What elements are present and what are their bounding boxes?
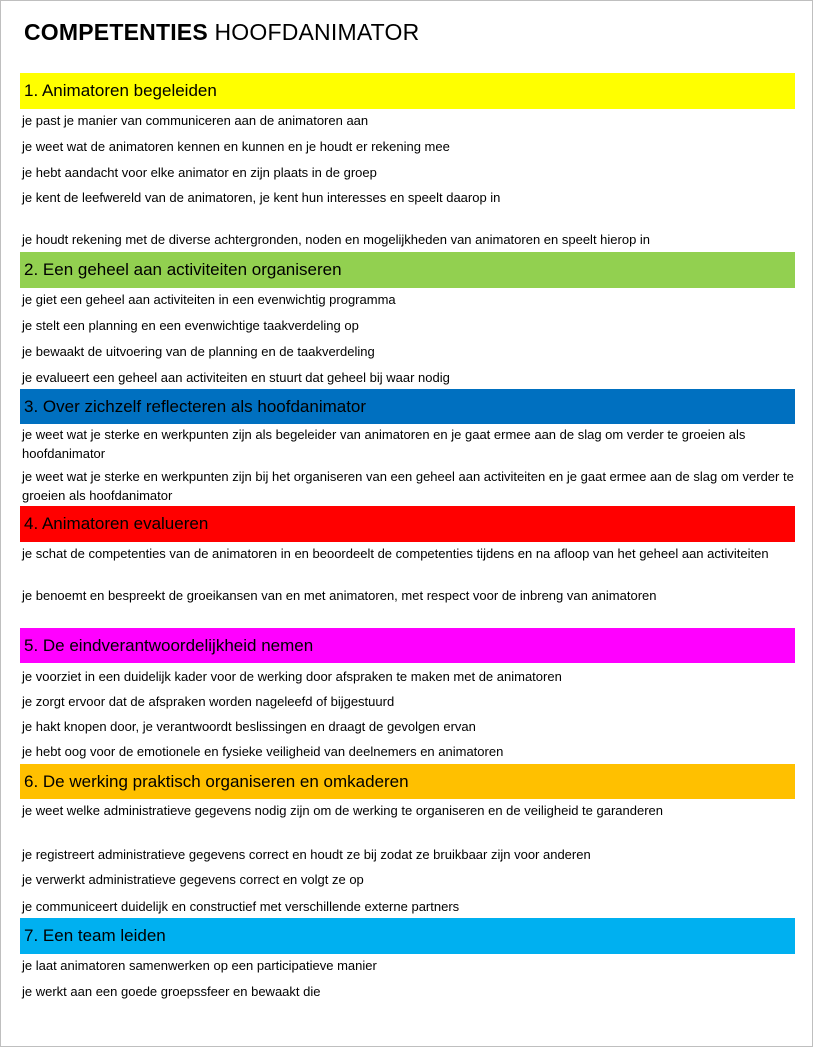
competency-item: je giet een geheel aan activiteiten in een evenwichtig programma bbox=[22, 292, 396, 307]
competency-item: je kent de leefwereld van de animatoren, je kent hun interesses en speelt daarop in bbox=[22, 190, 501, 205]
competency-item: je registreert administratieve gegevens correct en houdt ze bij zodat ze bruikbaar zijn voor anderen bbox=[22, 847, 591, 862]
competency-item: je schat de competenties van de animatoren in en beoordeelt de competenties tijdens en na afloop van het geheel aan activiteiten bbox=[22, 546, 769, 561]
competency-item: je voorziet in een duidelijk kader voor de werking door afspraken te maken met de animatoren bbox=[22, 669, 562, 684]
competency-item: je hakt knopen door, je verantwoordt beslissingen en draagt de gevolgen ervan bbox=[22, 719, 476, 734]
section-heading-7: 7. Een team leiden bbox=[20, 918, 795, 954]
section-heading-3: 3. Over zichzelf reflecteren als hoofdanimator bbox=[20, 389, 795, 424]
competency-item: je verwerkt administratieve gegevens correct en volgt ze op bbox=[22, 872, 364, 887]
competency-item: je hebt aandacht voor elke animator en zijn plaats in de groep bbox=[22, 165, 377, 180]
competency-item: je weet wat de animatoren kennen en kunnen en je houdt er rekening mee bbox=[22, 139, 450, 154]
competency-item: je weet wat je sterke en werkpunten zijn als begeleider van animatoren en je gaat ermee aan de slag om verder te groeien als hoofdanimator bbox=[22, 427, 746, 461]
competency-item: je zorgt ervoor dat de afspraken worden nageleefd of bijgestuurd bbox=[22, 694, 395, 709]
competency-item: je evalueert een geheel aan activiteiten en stuurt dat geheel bij waar nodig bbox=[22, 370, 450, 385]
competency-item: je stelt een planning en een evenwichtige taakverdeling op bbox=[22, 318, 359, 333]
competency-item: je laat animatoren samenwerken op een participatieve manier bbox=[22, 958, 377, 973]
section-heading-6: 6. De werking praktisch organiseren en omkaderen bbox=[20, 764, 795, 799]
competency-item: je benoemt en bespreekt de groeikansen van en met animatoren, met respect voor de inbreng van animatoren bbox=[22, 588, 657, 603]
page-title bbox=[24, 19, 419, 46]
competency-item: je houdt rekening met de diverse achtergronden, noden en mogelijkheden van animatoren en speelt hierop in bbox=[22, 232, 651, 247]
competency-item: je weet welke administratieve gegevens nodig zijn om de werking te organiseren en de veiligheid te garanderen bbox=[22, 803, 663, 818]
competency-item: je bewaakt de uitvoering van de planning en de taakverdeling bbox=[22, 344, 375, 359]
competency-item: je hebt oog voor de emotionele en fysieke veiligheid van deelnemers en animatoren bbox=[22, 744, 504, 759]
competency-item: je werkt aan een goede groepssfeer en bewaakt die bbox=[22, 984, 321, 999]
title-rest: HOOFDANIMATOR bbox=[207, 19, 420, 45]
competency-item: je weet wat je sterke en werkpunten zijn bij het organiseren van een geheel aan activiteiten en je gaat ermee aan de slag om verder te groeien als hoofdanimator bbox=[22, 469, 794, 503]
competency-item: je communiceert duidelijk en constructief met verschillende externe partners bbox=[22, 899, 460, 914]
competency-item: je past je manier van communiceren aan de animatoren aan bbox=[22, 113, 369, 128]
section-heading-5: 5. De eindverantwoordelijkheid nemen bbox=[20, 628, 795, 663]
section-heading-2: 2. Een geheel aan activiteiten organiseren bbox=[20, 252, 795, 288]
title-bold: COMPETENTIES bbox=[24, 19, 208, 45]
section-heading-1: 1. Animatoren begeleiden bbox=[20, 73, 795, 109]
section-heading-4: 4. Animatoren evalueren bbox=[20, 506, 795, 542]
